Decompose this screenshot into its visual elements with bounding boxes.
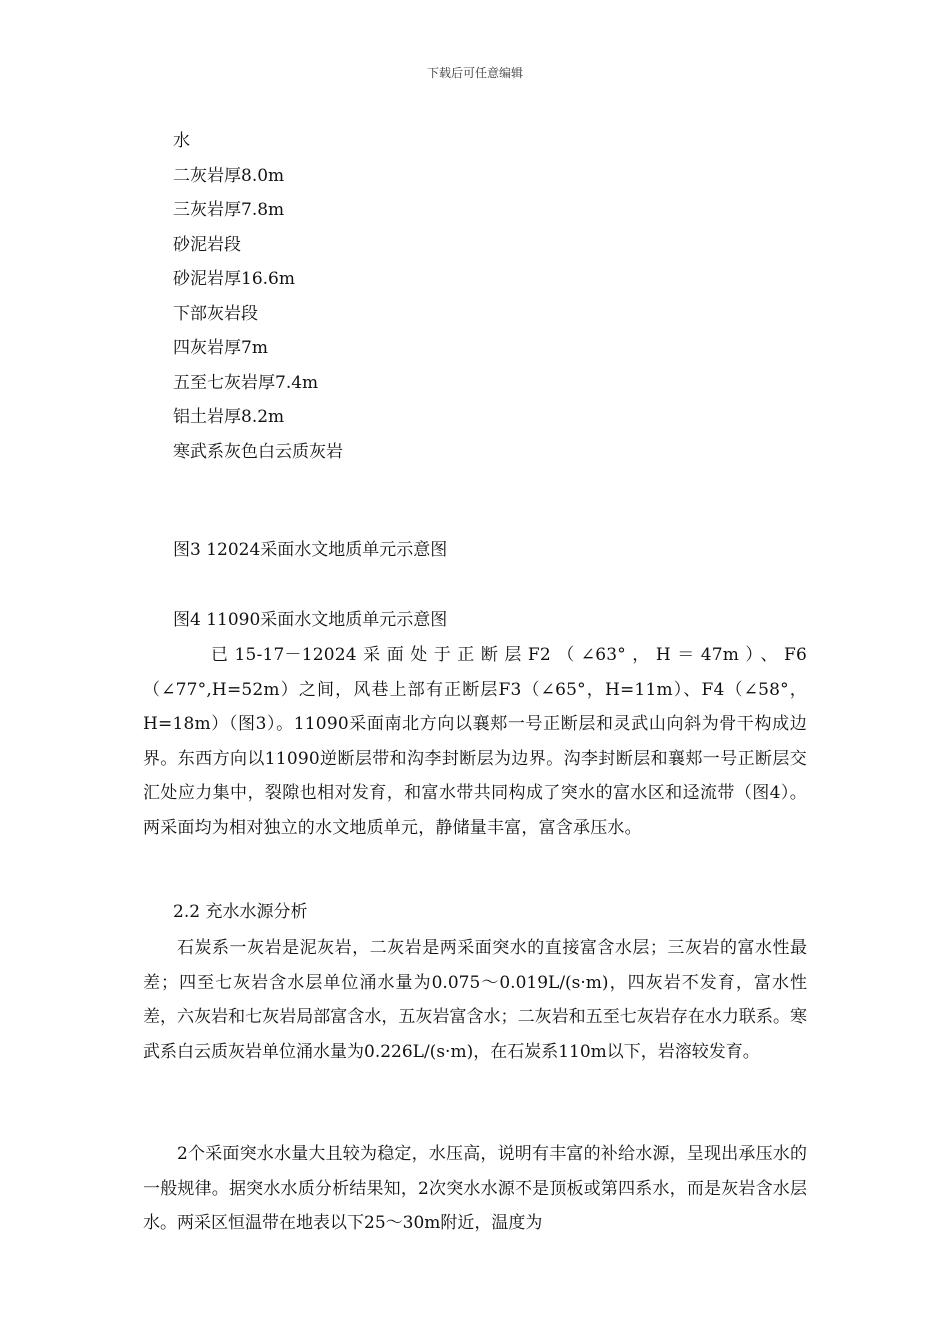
strata-item: 砂泥岩厚16.6m xyxy=(173,269,295,289)
figure-4-caption: 图4 11090采面水文地质单元示意图 xyxy=(173,610,448,630)
strata-item: 二灰岩厚8.0m xyxy=(173,165,285,186)
strata-item: 下部灰岩段 xyxy=(173,303,258,324)
body-paragraph-inrush-analysis: 2个采面突水水量大且较为稳定，水压高，说明有丰富的补给水源，呈现出承压水的一般规律。据突水水质分析结果知，2次突水水源不是顶板或第四系水，而是灰岩含水层水。两采区恒温带在地表以下25～30m附近，温度为 xyxy=(143,1144,807,1233)
strata-item: 砂泥岩段 xyxy=(173,234,241,255)
strata-item: 五至七灰岩厚7.4m xyxy=(173,372,319,393)
strata-item: 四灰岩厚7m xyxy=(173,338,268,358)
strata-list xyxy=(173,124,813,469)
strata-item: 三灰岩厚7.8m xyxy=(173,200,285,220)
figure-3-caption: 图3 12024采面水文地质单元示意图 xyxy=(173,540,448,560)
body-paragraph-water-source: 石炭系一灰岩是泥灰岩，二灰岩是两采面突水的直接富含水层；三灰岩的富水性最差；四至七灰岩含水层单位涌水量为0.075～0.019L/(s·m)，四灰岩不发育，富水性差，六灰岩和七灰岩局部富含水，五灰岩富含水；二灰岩和五至七灰岩存在水力联系。寒武系白云质灰岩单位涌水量为0.226L/(s·m)，在石炭系110m以下，岩溶较发育。 xyxy=(143,938,807,1062)
strata-item: 水 xyxy=(173,131,190,151)
strata-item: 寒武系灰色白云质灰岩 xyxy=(173,441,343,462)
page-header: 下载后可任意编辑 xyxy=(426,66,523,80)
strata-item: 铝土岩厚8.2m xyxy=(173,407,285,427)
section-heading: 2.2 充水水源分析 xyxy=(173,902,308,922)
body-paragraph-fault-structure: 已15-17－12024采面处于正断层F2（∠63°，H＝47m）、F6（∠77°,H=52m）之间，风巷上部有正断层F3（∠65°，H=11m）、F4（∠58°，H=18m）（图3）。11090采面南北方向以襄郏一号正断层和灵武山向斜为骨干构成边界。东西方向以11090逆断层带和沟李封断层为边界。沟李封断层和襄郏一号正断层交汇处应力集中，裂隙也相对发育，和富水带共同构成了突水的富水区和迳流带（图4）。两采面均为相对独立的水文地质单元，静储量丰富，富含承压水。 xyxy=(143,645,807,838)
